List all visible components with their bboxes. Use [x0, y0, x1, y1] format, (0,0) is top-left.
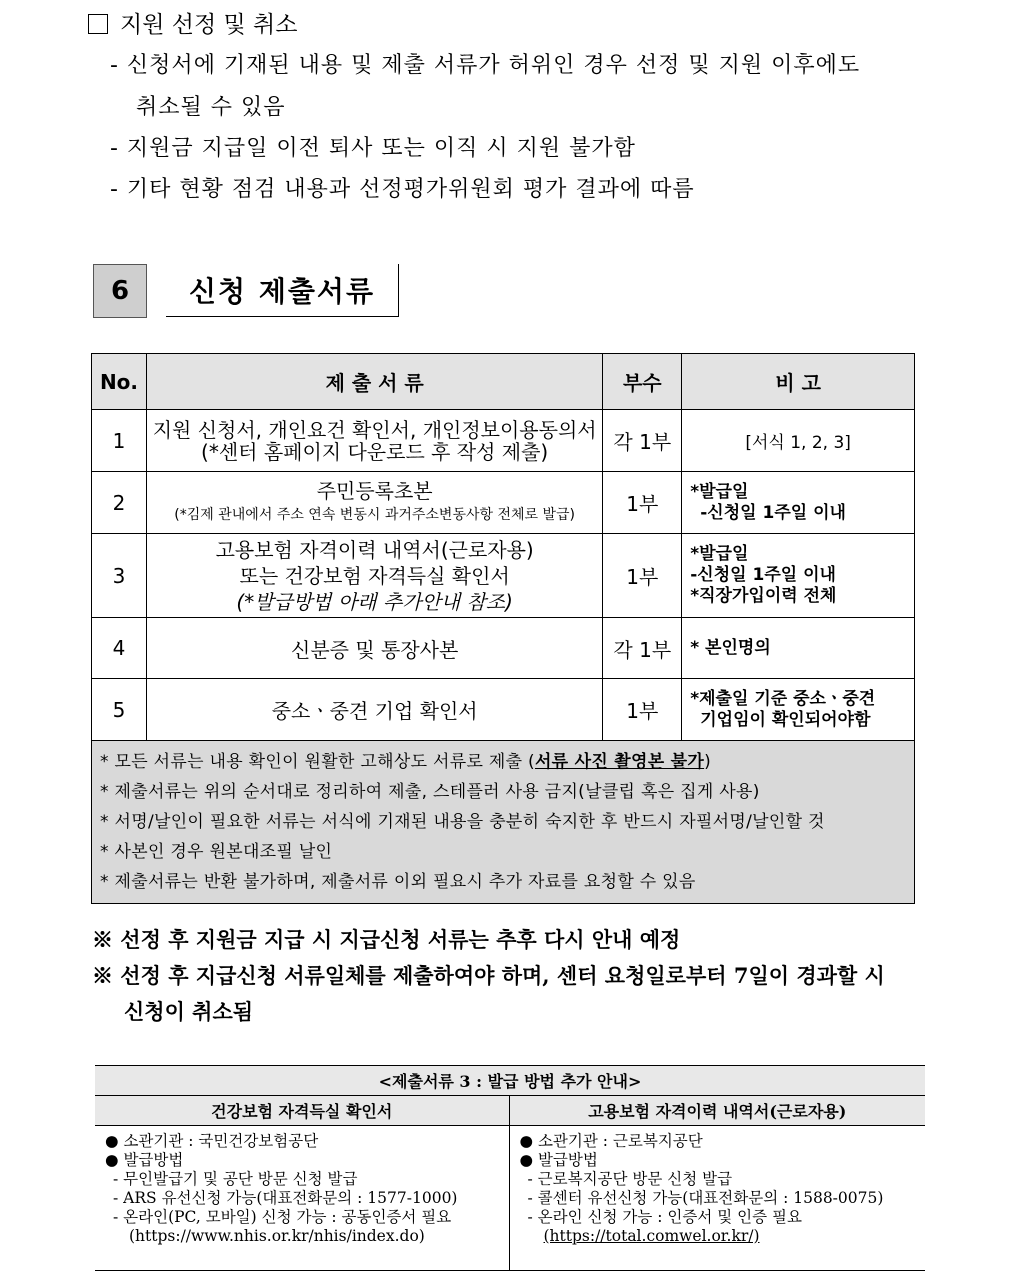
table-header-row [92, 354, 915, 410]
doc-text: 지원 신청서, 개인요건 확인서, 개인정보이용동의서 [152, 417, 597, 442]
section-number: 6 [93, 264, 147, 318]
row-no: 3 [92, 534, 147, 618]
warning-1: ※ 선정 후 지원금 지급 시 지급신청 서류는 추후 다시 안내 예정 [92, 927, 681, 952]
issue-line: - 근로복지공단 방문 신청 발급 [527, 1170, 733, 1188]
issue-line: - 콜센터 유선신청 가능(대표전화문의 : 1588-0075) [527, 1189, 884, 1207]
notes-cell [92, 741, 915, 904]
header-doc: 제 출 서 류 [146, 354, 602, 410]
row-note: [서식 1, 2, 3] [682, 410, 915, 472]
warning-2: ※ 선정 후 지급신청 서류일체를 제출하여야 하며, 센터 요청일로부터 7일이 경과할 시 [92, 963, 885, 988]
row-note [682, 534, 915, 618]
row-doc [146, 534, 602, 618]
doc-text: 고용보험 자격이력 내역서(근로자용) [215, 537, 534, 562]
table-row [92, 618, 915, 679]
note-text: ) [704, 752, 712, 772]
issue-right-body [509, 1126, 925, 1271]
selection-line-1: - 신청서에 기재된 내용 및 제출 서류가 허위인 경우 선정 및 지원 이후에도 [110, 53, 861, 78]
note-3: * 서명/날인이 필요한 서류는 서식에 기재된 내용을 충분히 숙지한 후 반드시 자필서명/날인할 것 [100, 812, 825, 832]
row-note: * 본인명의 [682, 618, 915, 679]
doc-text: 주민등록초본 [316, 478, 433, 503]
row-doc [146, 472, 602, 534]
note-text: * 모든 서류는 내용 확인이 원활한 고해상도 서류로 제출 ( [100, 752, 535, 772]
note-1 [100, 747, 906, 777]
note-line: *직장가입이력 전체 [690, 586, 837, 606]
section-title: 신청 제출서류 [166, 264, 399, 317]
issue-line: - 무인발급기 및 공단 방문 신청 발급 [113, 1170, 358, 1188]
note-2: * 제출서류는 위의 순서대로 정리하여 제출, 스테플러 사용 금지(날클립 혹은 집게 사용) [100, 782, 760, 802]
table-row [92, 534, 915, 618]
table-row [92, 410, 915, 472]
issue-url: (https://www.nhis.or.kr/nhis/index.do) [129, 1227, 425, 1245]
row-copies: 1부 [603, 679, 682, 741]
row-doc: 신분증 및 통장사본 [146, 618, 602, 679]
issue-line: ● 소관기관 : 국민건강보험공단 [105, 1132, 319, 1150]
table-row [92, 679, 915, 741]
row-note [682, 679, 915, 741]
selection-title: 지원 선정 및 취소 [88, 6, 297, 39]
header-copies: 부수 [603, 354, 682, 410]
selection-line-4: - 기타 현황 점검 내용과 선정평가위원회 평가 결과에 따름 [110, 177, 695, 202]
row-doc: 중소ㆍ중견 기업 확인서 [146, 679, 602, 741]
doc-text: 또는 건강보험 자격득실 확인서 [239, 563, 510, 588]
row-copies: 1부 [603, 472, 682, 534]
note-line: *제출일 기준 중소ㆍ중견 [690, 688, 876, 709]
note-line: -신청일 1주일 이내 [690, 565, 836, 585]
issue-method-table [95, 1065, 925, 1271]
selection-line-2: 취소될 수 있음 [136, 95, 286, 120]
issue-line: ● 소관기관 : 근로복지공단 [519, 1132, 703, 1150]
notes-row [92, 741, 915, 904]
issue-right-header: 고용보험 자격이력 내역서(근로자용) [509, 1096, 925, 1126]
row-no: 4 [92, 618, 147, 679]
issue-url-link[interactable]: (https://total.comwel.or.kr/) [543, 1227, 760, 1245]
header-no: No. [92, 354, 147, 410]
table-row [92, 472, 915, 534]
issue-line: ● 발급방법 [105, 1151, 184, 1169]
note-line: *발급일 [690, 481, 749, 502]
header-note: 비 고 [682, 354, 915, 410]
issue-line: - 온라인(PC, 모바일) 신청 가능 : 공동인증서 필요 [113, 1208, 452, 1226]
doc-sub: (*김제 관내에서 주소 연속 변동시 과거주소변동사항 전체로 발급) [174, 506, 575, 523]
issue-left-header: 건강보험 자격득실 확인서 [95, 1096, 509, 1126]
note-line: 기업임이 확인되어야함 [700, 709, 871, 730]
issue-caption: <제출서류 3 : 발급 방법 추가 안내> [95, 1066, 925, 1096]
doc-sub: (*발급방법 아래 추가안내 참조) [236, 589, 513, 614]
row-copies: 각 1부 [603, 410, 682, 472]
note-line: -신청일 1주일 이내 [700, 502, 846, 523]
selection-line-3: - 지원금 지급일 이전 퇴사 또는 이직 시 지원 불가함 [110, 136, 636, 161]
doc-sub: (*센터 홈페이지 다운로드 후 작성 제출) [201, 439, 549, 464]
row-copies: 1부 [603, 534, 682, 618]
note-emphasis: 서류 사진 촬영본 불가 [534, 752, 705, 772]
note-5: * 제출서류는 반환 불가하며, 제출서류 이외 필요시 추가 자료를 요청할 수 있음 [100, 872, 696, 892]
issue-line: - ARS 유선신청 가능(대표전화문의 : 1577-1000) [113, 1189, 458, 1207]
warning-2-cont: 신청이 취소됨 [124, 999, 254, 1024]
checkbox-icon [88, 14, 108, 34]
row-copies: 각 1부 [603, 618, 682, 679]
row-note [682, 472, 915, 534]
row-no: 1 [92, 410, 147, 472]
row-no: 5 [92, 679, 147, 741]
documents-table [91, 353, 915, 904]
row-doc [146, 410, 602, 472]
note-4: * 사본인 경우 원본대조필 날인 [100, 842, 333, 862]
issue-left-body [95, 1126, 509, 1271]
row-no: 2 [92, 472, 147, 534]
issue-line: - 온라인 신청 가능 : 인증서 및 인증 필요 [527, 1208, 802, 1226]
issue-line: ● 발급방법 [519, 1151, 598, 1169]
note-line: *발급일 [690, 544, 749, 564]
